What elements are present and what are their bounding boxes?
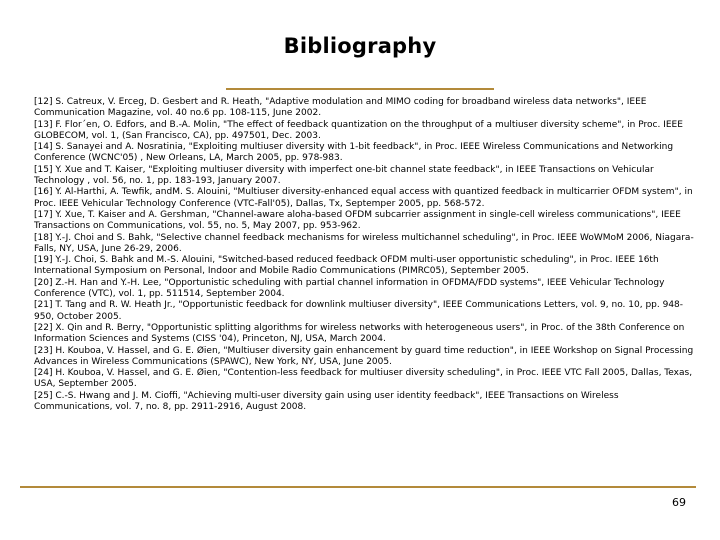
reference-entry-24: [24] H. Kouboa, V. Hassel, and G. E. Øien, "Contention-less feedback for multiuser diversity scheduling", in Proc. IEEE VTC Fall 2005, Dallas, Texas, USA, September 2005. (34, 368, 693, 390)
title-underline (226, 88, 494, 90)
reference-entry-15: [15] Y. Xue and T. Kaiser, "Exploiting multiuser diversity with imperfect one-bit channel state feedback", in IEEE Transactions on Vehicular Technology , vol. 56, no. 1, pp. 183-193, January 2007. (34, 164, 654, 187)
reference-entry-14: [14] S. Sanayei and A. Nosratinia, "Exploiting multiuser diversity with 1-bit feedback", in Proc. IEEE Wireless Communications and Networking Conference (WCNC'05) , New Orleans, LA, March 2005, pp. 978-983. (34, 142, 674, 164)
reference-entry-13: [13] F. Flor´en, O. Edfors, and B.-A. Molin, "The effect of feedback quantization on the throughput of a multiuser diversity scheme", in Proc. IEEE GLOBECOM, vol. 1, (San Francisco, CA), pp. 497501, Dec. 2003. (34, 119, 683, 141)
reference-entry-18: [18] Y.-J. Choi and S. Bahk, "Selective channel feedback mechanisms for wireless multichannel scheduling", in Proc. IEEE WoWMoM 2006, Niagara-Falls, NY, USA, June 26-29, 2006. (34, 232, 694, 254)
reference-entry-19: [19] Y.-J. Choi, S. Bahk and M.-S. Alouini, "Switched-based reduced feedback OFDM multi-user opportunistic scheduling", in Proc. IEEE 16th International Symposium on Personal, Indoor and Mobile Radio Communications (PIMRC05), September 2005. (34, 255, 659, 277)
reference-list (34, 97, 694, 413)
reference-entry-25: [25] C.-S. Hwang and J. M. Cioffi, "Achieving multi-user diversity gain using user identity feedback", IEEE Transactions on Wireless Communications, vol. 7, no. 8, pp. 2911-2916, August 2008. (34, 390, 619, 413)
reference-entry-16: [16] Y. Al-Harthi, A. Tewfik, andM. S. Alouini, "Multiuser diversity-enhanced equal access with quantized feedback in multicarrier OFDM system", in Proc. IEEE Vehicular Technology Conference (VTC-Fall'05), Dallas, Tx, Septemper 2005, pp. 568-572. (34, 187, 693, 209)
reference-entry-17: [17] Y. Xue, T. Kaiser and A. Gershman, "Channel-aware aloha-based OFDM subcarrier assignment in single-cell wireless communications", IEEE Transactions on Communications, vol. 55, no. 5, May 2007, pp. 953-962. (34, 209, 681, 232)
page-title: Bibliography (283, 34, 437, 58)
page-number: 69 (672, 496, 686, 509)
reference-entry-23: [23] H. Kouboa, V. Hassel, and G. E. Øien, "Multiuser diversity gain enhancement by guard time reduction", in IEEE Workshop on Signal Processing Advances in Wireless Communications (SPAWC), New York, NY, USA, June 2005. (34, 345, 694, 367)
footer-rule (20, 486, 696, 488)
reference-entry-21: [21] T. Tang and R. W. Heath Jr., "Opportunistic feedback for downlink multiuser diversity", IEEE Communications Letters, vol. 9, no. 10, pp. 948-950, October 2005. (34, 300, 684, 322)
reference-entry-12: [12] S. Catreux, V. Erceg, D. Gesbert and R. Heath, "Adaptive modulation and MIMO coding for broadband wireless data networks", IEEE Communication Magazine, vol. 40 no.6 pp. 108-115, June 2002. (34, 97, 647, 119)
reference-entry-22: [22] X. Qin and R. Berry, "Opportunistic splitting algorithms for wireless networks with heterogeneous users", in Proc. of the 38th Conference on Information Sciences and Systems (CISS '04), Princeton, NJ, USA, March 2004. (34, 322, 685, 345)
reference-entry-20: [20] Z.-H. Han and Y.-H. Lee, "Opportunistic scheduling with partial channel information in OFDMA/FDD systems", IEEE Vehicular Technology Conference (VTC), vol. 1, pp. 511514, September 2004. (34, 277, 665, 300)
